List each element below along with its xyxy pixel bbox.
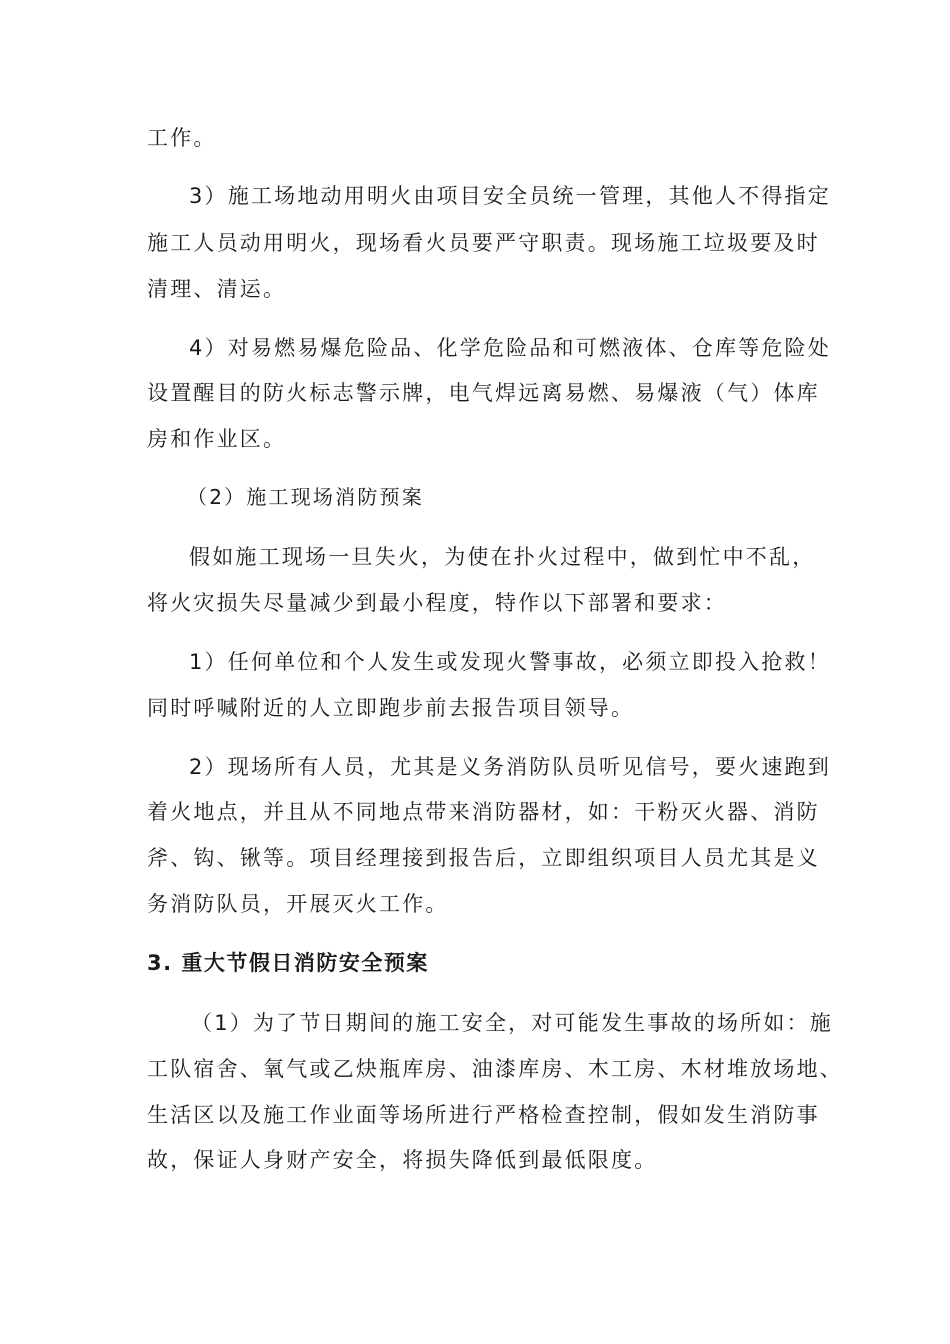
paragraph-line: 工队宿舍、氧气或乙炔瓶库房、油漆库房、木工房、木材堆放场地、: [147, 1057, 843, 1081]
paragraph-line: 1）任何单位和个人发生或发现火警事故，必须立即投入抢救！: [189, 650, 831, 674]
paragraph-line: 着火地点，并且从不同地点带来消防器材，如：干粉灭火器、消防: [147, 800, 820, 824]
paragraph-line: 生活区以及施工作业面等场所进行严格检查控制，假如发生消防事: [147, 1103, 820, 1127]
paragraph-line: 假如施工现场一旦失火，为使在扑火过程中，做到忙中不乱，: [189, 545, 816, 569]
paragraph-line: 斧、钩、锹等。项目经理接到报告后，立即组织项目人员尤其是义: [147, 846, 820, 870]
paragraph-line: （1）为了节日期间的施工安全，对可能发生事故的场所如：施: [191, 1011, 833, 1035]
section-heading: 3. 重大节假日消防安全预案: [147, 951, 429, 975]
paragraph-line: 同时呼喊附近的人立即跑步前去报告项目领导。: [147, 696, 635, 720]
paragraph-line: 房和作业区。: [147, 427, 287, 451]
paragraph-line: 2）现场所有人员，尤其是义务消防队员听见信号，要火速跑到: [189, 755, 831, 779]
paragraph-line: 将火灾损失尽量减少到最小程度，特作以下部署和要求：: [147, 591, 727, 615]
paragraph-line: 故，保证人身财产安全，将损失降低到最低限度。: [147, 1148, 658, 1172]
paragraph-line: 4）对易燃易爆危险品、化学危险品和可燃液体、仓库等危险处: [189, 336, 831, 360]
subheading: （2）施工现场消防预案: [187, 485, 424, 509]
paragraph-line: 工作。: [147, 126, 217, 150]
paragraph-line: 务消防队员，开展灭火工作。: [147, 892, 449, 916]
paragraph-line: 施工人员动用明火，现场看火员要严守职责。现场施工垃圾要及时: [147, 231, 820, 255]
paragraph-line: 3）施工场地动用明火由项目安全员统一管理，其他人不得指定: [189, 184, 831, 208]
paragraph-line: 清理、清运。: [147, 277, 287, 301]
paragraph-line: 设置醒目的防火标志警示牌，电气焊远离易燃、易爆液（气）体库: [147, 381, 820, 405]
